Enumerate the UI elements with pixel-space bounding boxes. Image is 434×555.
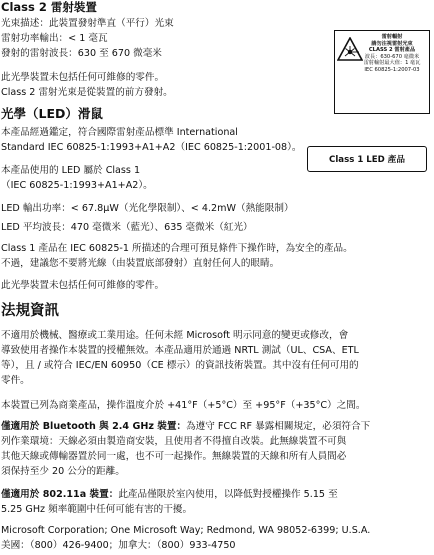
led-output <box>1 201 294 216</box>
bluetooth-lead: 僅適用於 Bluetooth 與 2.4 GHz 裝置： <box>1 421 187 432</box>
laser-label-text <box>357 34 427 74</box>
bluetooth-line: 須保持至少 20 公分的距離。 <box>1 466 125 477</box>
class1-led-label-text: Class 1 LED 產品 <box>329 155 405 165</box>
wifi-line: 5.25 GHz 頻率範圍中任何可能有害的干擾。 <box>1 504 193 515</box>
regulatory-paragraph-1 <box>1 328 359 388</box>
led-standard <box>1 125 302 155</box>
wifi-line <box>1 487 338 502</box>
bluetooth-line: 列作業環境：天線必須由製造商安裝，且使用者不得擅自改裝。此無線裝置不可與 <box>1 436 347 447</box>
class2-beam-line: 光束描述：此裝置發射準直（平行）光束 <box>1 18 174 29</box>
laser-label-line: 波長：630-670 毫微米 <box>364 53 420 60</box>
regulatory-temperature-line: 本裝置已列為商業產品，操作溫度介於 +41°F（+5°C）至 +95°F（+35°C）之間。 <box>1 400 366 411</box>
class2-wavelength-line: 發射的雷射波長：630 至 670 微毫米 <box>1 48 162 59</box>
led-class-line: 本產品使用的 LED 屬於 Class 1 <box>1 165 141 176</box>
contact-phones: 美國：（800）426-9400；加拿大：（800）933-4750 <box>1 540 236 551</box>
led-output-line: LED 輸出功率：< 67.8μW（光化學限制）、< 4.2mW（熱能限制） <box>1 203 294 214</box>
led-no-service <box>1 278 164 293</box>
wifi-lead: 僅適用於 802.11a 裝置： <box>1 489 119 500</box>
led-safety-line: Class 1 產品在 IEC 60825-1 所描述的合理可預見條件下操作時，為安全的產品。 <box>1 243 353 254</box>
laser-label-line: IEC 60825-1:2007-03 <box>364 66 420 73</box>
led-standard-line: Standard IEC 60825-1:1993+A1+A2（IEC 60825-1:2001-08）。 <box>1 142 302 153</box>
led-wavelength <box>1 220 253 235</box>
laser-warning-label <box>334 30 430 114</box>
laser-label-line: CLASS 2 雷射產品 <box>368 47 416 54</box>
wifi-paragraph <box>1 487 338 517</box>
contact-block <box>1 523 370 553</box>
regulatory-line: 導致使用者操作本裝置的授權無效。本產品適用於通過 NRTL 測試（UL、CSA、ETL <box>1 345 359 356</box>
regulatory-line: 不適用於機械、醫療或工業用途。任何未經 Microsoft 明示同意的變更或修改，會 <box>1 330 349 341</box>
led-no-service-line: 此光學裝置未包括任何可維修的零件。 <box>1 280 165 291</box>
class2-front-emit-line: Class 2 雷射光束是從裝置的前方發射。 <box>1 87 173 98</box>
led-class1-safety <box>1 241 353 271</box>
class1-led-label <box>307 146 427 172</box>
bluetooth-text: 為遵守 FCC RF 暴露相關規定，必須符合下 <box>186 421 371 432</box>
led-class-line: （IEC 60825-1:1993+A1+A2）。 <box>1 180 153 191</box>
led-standard-line: 本產品經過鑑定，符合國際雷射產品標準 International <box>1 127 238 138</box>
led-heading: 光學（LED）滑鼠 <box>1 106 103 121</box>
regulatory-line: 零件。 <box>1 375 30 386</box>
led-wavelength-line: LED 平均波長：470 毫微米（藍光）、635 毫微米（紅光） <box>1 222 253 233</box>
class2-no-service-line: 此光學裝置未包括任何可維修的零件。 <box>1 72 165 83</box>
led-safety-line: 不過，建議您不要將光線（由裝置底部發射）直射任何人的眼睛。 <box>1 258 280 269</box>
laser-label-line: 雷射輻射 <box>381 34 403 40</box>
bluetooth-line <box>1 419 370 434</box>
bluetooth-line: 其他天線或傳輸器置於同一處，也不可一起操作。無線裝置的天線和所有人員間必 <box>1 451 347 462</box>
laser-label-line: 請勿注視雷射光束 <box>371 40 413 47</box>
class2-power-line: 雷射功率輸出：< 1 毫瓦 <box>1 33 108 44</box>
wifi-text: 此產品僅限於室內使用，以降低對授權操作 5.15 至 <box>118 489 338 500</box>
class2-specs <box>1 16 174 61</box>
class2-notes <box>1 70 173 100</box>
regulatory-heading: 法規資訊 <box>1 303 59 319</box>
laser-label-line: 雷射輸射最大值：1 毫瓦 <box>363 60 421 67</box>
bluetooth-paragraph <box>1 419 370 479</box>
regulatory-temperature <box>1 398 365 413</box>
led-class <box>1 163 153 193</box>
class2-heading: Class 2 雷射裝置 <box>1 0 97 14</box>
regulatory-line: 等），且 / 或符合 IEC/EN 60950（CE 標示）的資訊技術裝置。其中沒有任何可用的 <box>1 360 359 371</box>
contact-address: Microsoft Corporation; One Microsoft Way; Redmond, WA 98052-6399; U.S.A. <box>1 525 371 536</box>
